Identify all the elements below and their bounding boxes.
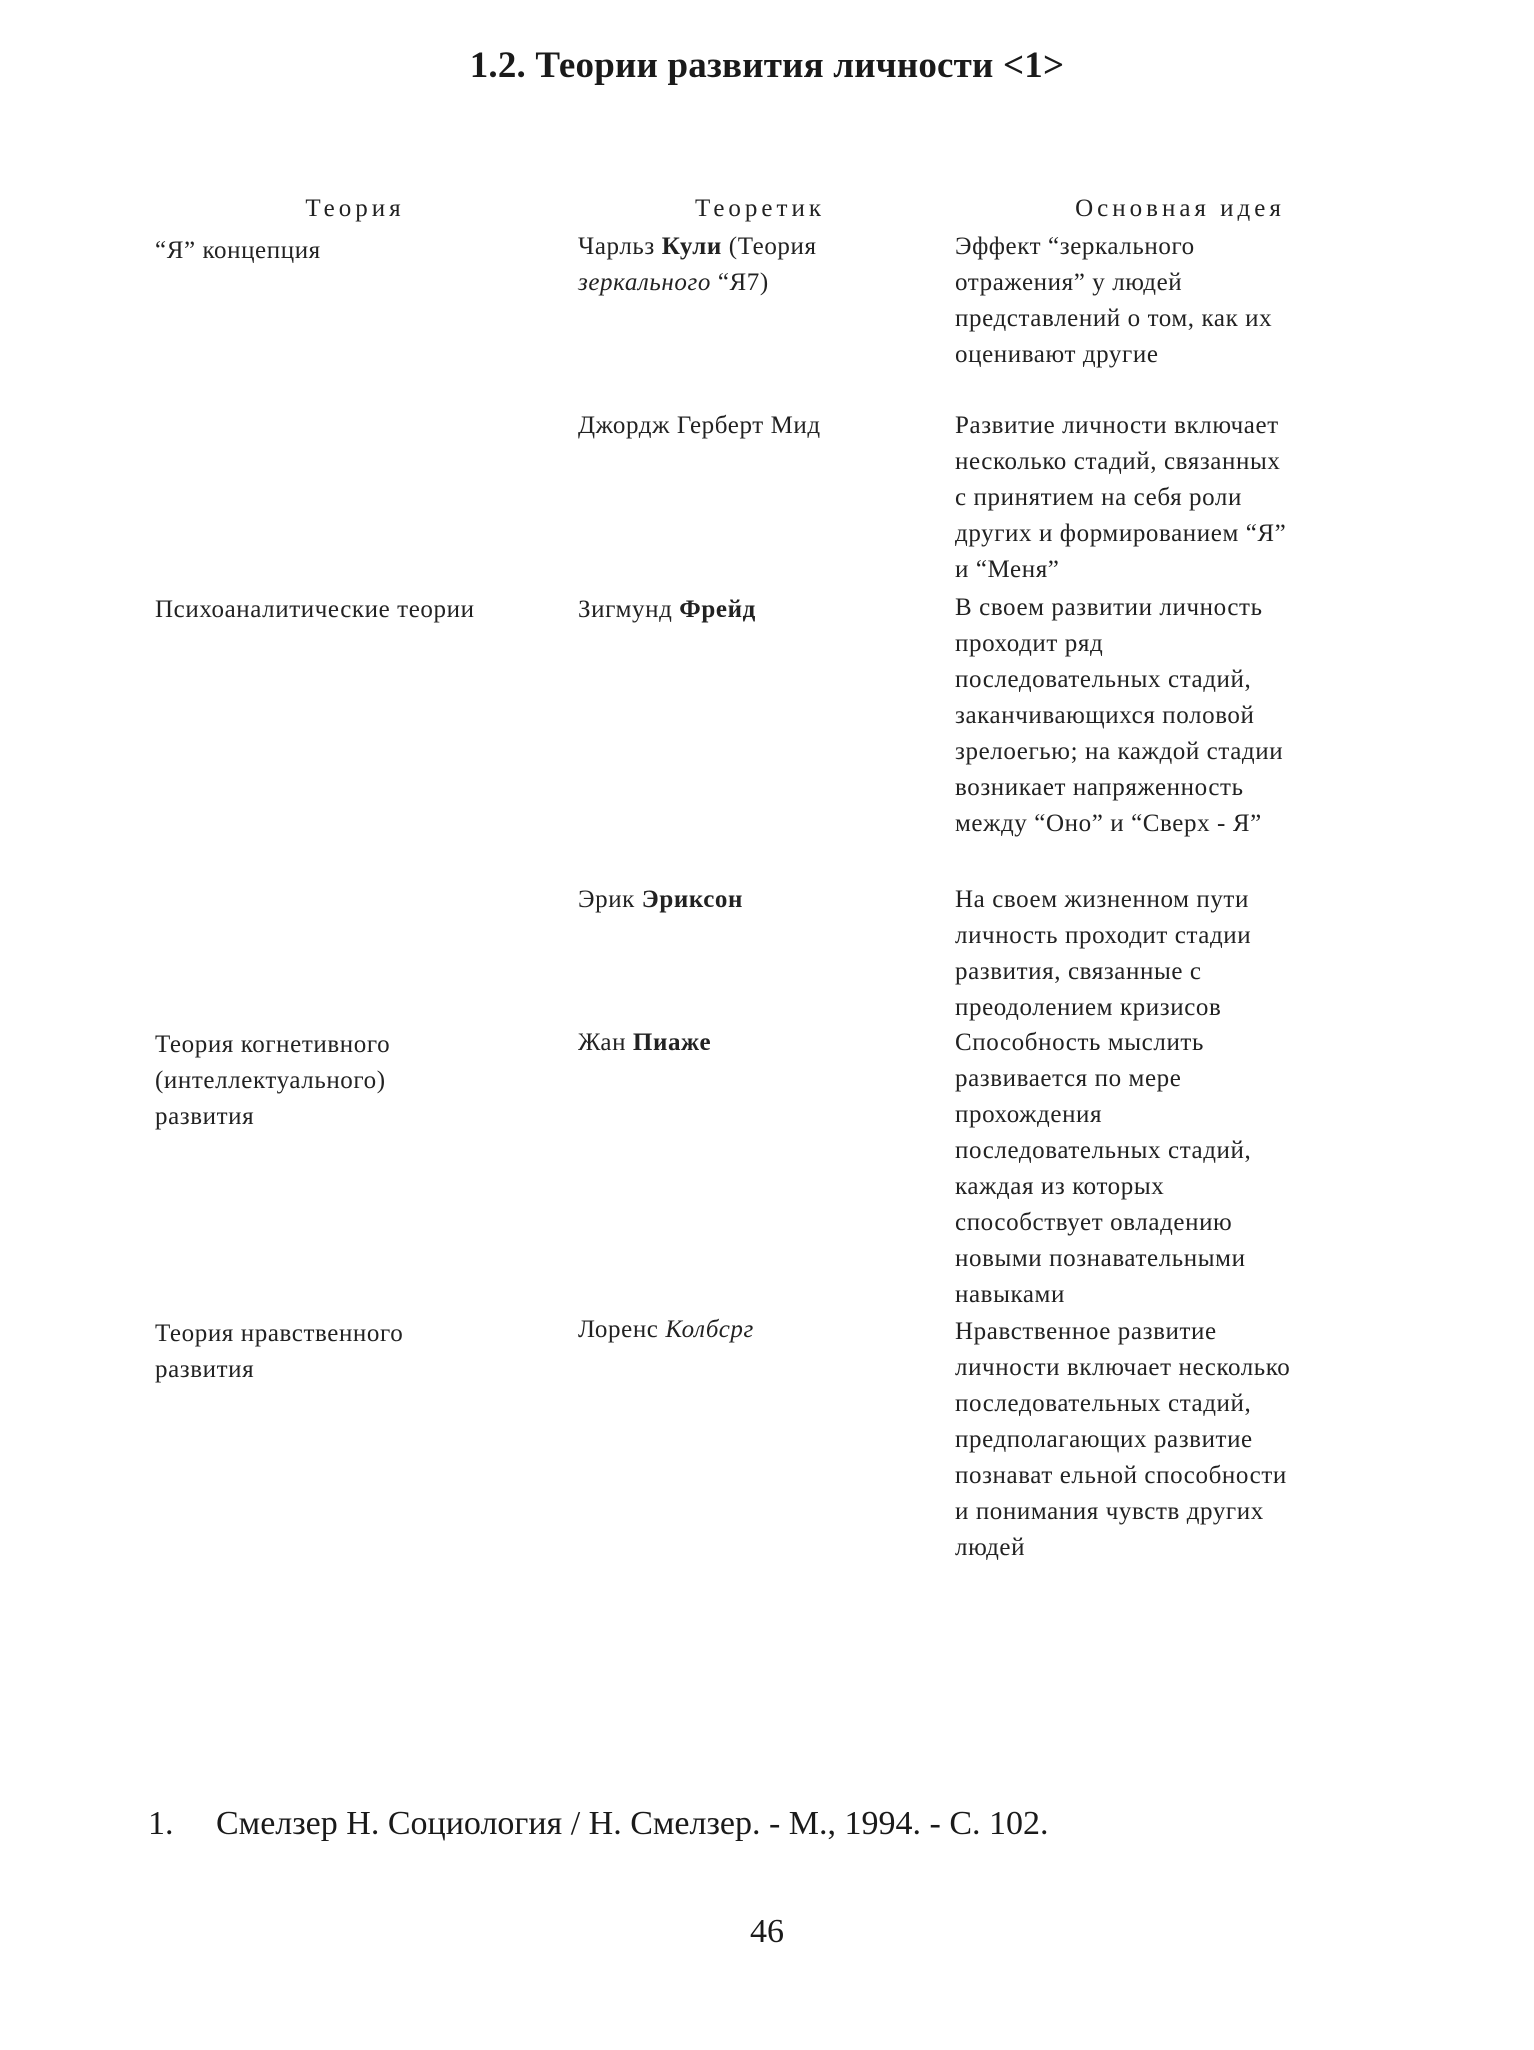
row1-theorist: [578, 229, 928, 301]
page-title: 1.2. Теории развития личности <1>: [469, 45, 1065, 86]
row6-theorist: Лоренс Колбсрг: [578, 1316, 754, 1343]
row5-main-idea: Способность мыслить развивается по мере прохождения последовательных стадий, каждая из которых способствует овладению новыми познавательными навыками: [955, 1029, 1252, 1308]
header-theorist: Теоретик: [695, 195, 825, 222]
footnote: [148, 1805, 1049, 1843]
footnote-text: Смелзер Н. Социология / Н. Смелзер. - М., 1994. - С. 102.: [216, 1805, 1049, 1842]
row3-theorist: Зигмунд Фрейд: [578, 596, 756, 623]
row2-theorist: Джордж Герберт Мид: [578, 412, 821, 439]
row5-theorist: Жан Пиаже: [578, 1029, 712, 1056]
row1-theory: [155, 233, 565, 269]
row1-theory-line: “Я” концепция: [155, 237, 321, 264]
row4-theorist: Эрик Эриксон: [578, 886, 744, 913]
row3-theory: Психоаналитические теории: [155, 596, 475, 623]
row1-theorist-line2: зеркального “Я7): [578, 269, 769, 296]
row3-main-idea: В своем развитии личность проходит ряд последовательных стадий, заканчивающихся половой зрелоегью; на каждой стадии возникает напряженность между “Оно” и “Сверх - Я”: [955, 594, 1284, 837]
row1-theorist-line1: Чарльз Кули (Теория: [578, 233, 817, 260]
row1-main-idea: Эффект “зеркального отражения” у людей представлений о том, как их оценивают другие: [955, 233, 1273, 368]
header-main-idea: Основная идея: [1075, 195, 1285, 222]
row6-main-idea: Нравственное развитие личности включает несколько последовательных стадий, предполагающих развитие познават ельной способности и понимания чувств других людей: [955, 1318, 1291, 1561]
row6-theory: Теория нравственного развития: [155, 1320, 404, 1383]
header-theory: Теория: [305, 195, 405, 222]
page-number: 46: [750, 1913, 784, 1950]
row5-theory: Теория когнетивного (интеллектуального) развития: [155, 1031, 391, 1130]
row2-main-idea: Развитие личности включает несколько стадий, связанных с принятием на себя роли других и формированием “Я” и “Меня”: [955, 412, 1287, 583]
row4-main-idea: На своем жизненном пути личность проходит стадии развития, связанные с преодолением кризисов: [955, 886, 1252, 1021]
footnote-number: 1.: [148, 1805, 174, 1842]
